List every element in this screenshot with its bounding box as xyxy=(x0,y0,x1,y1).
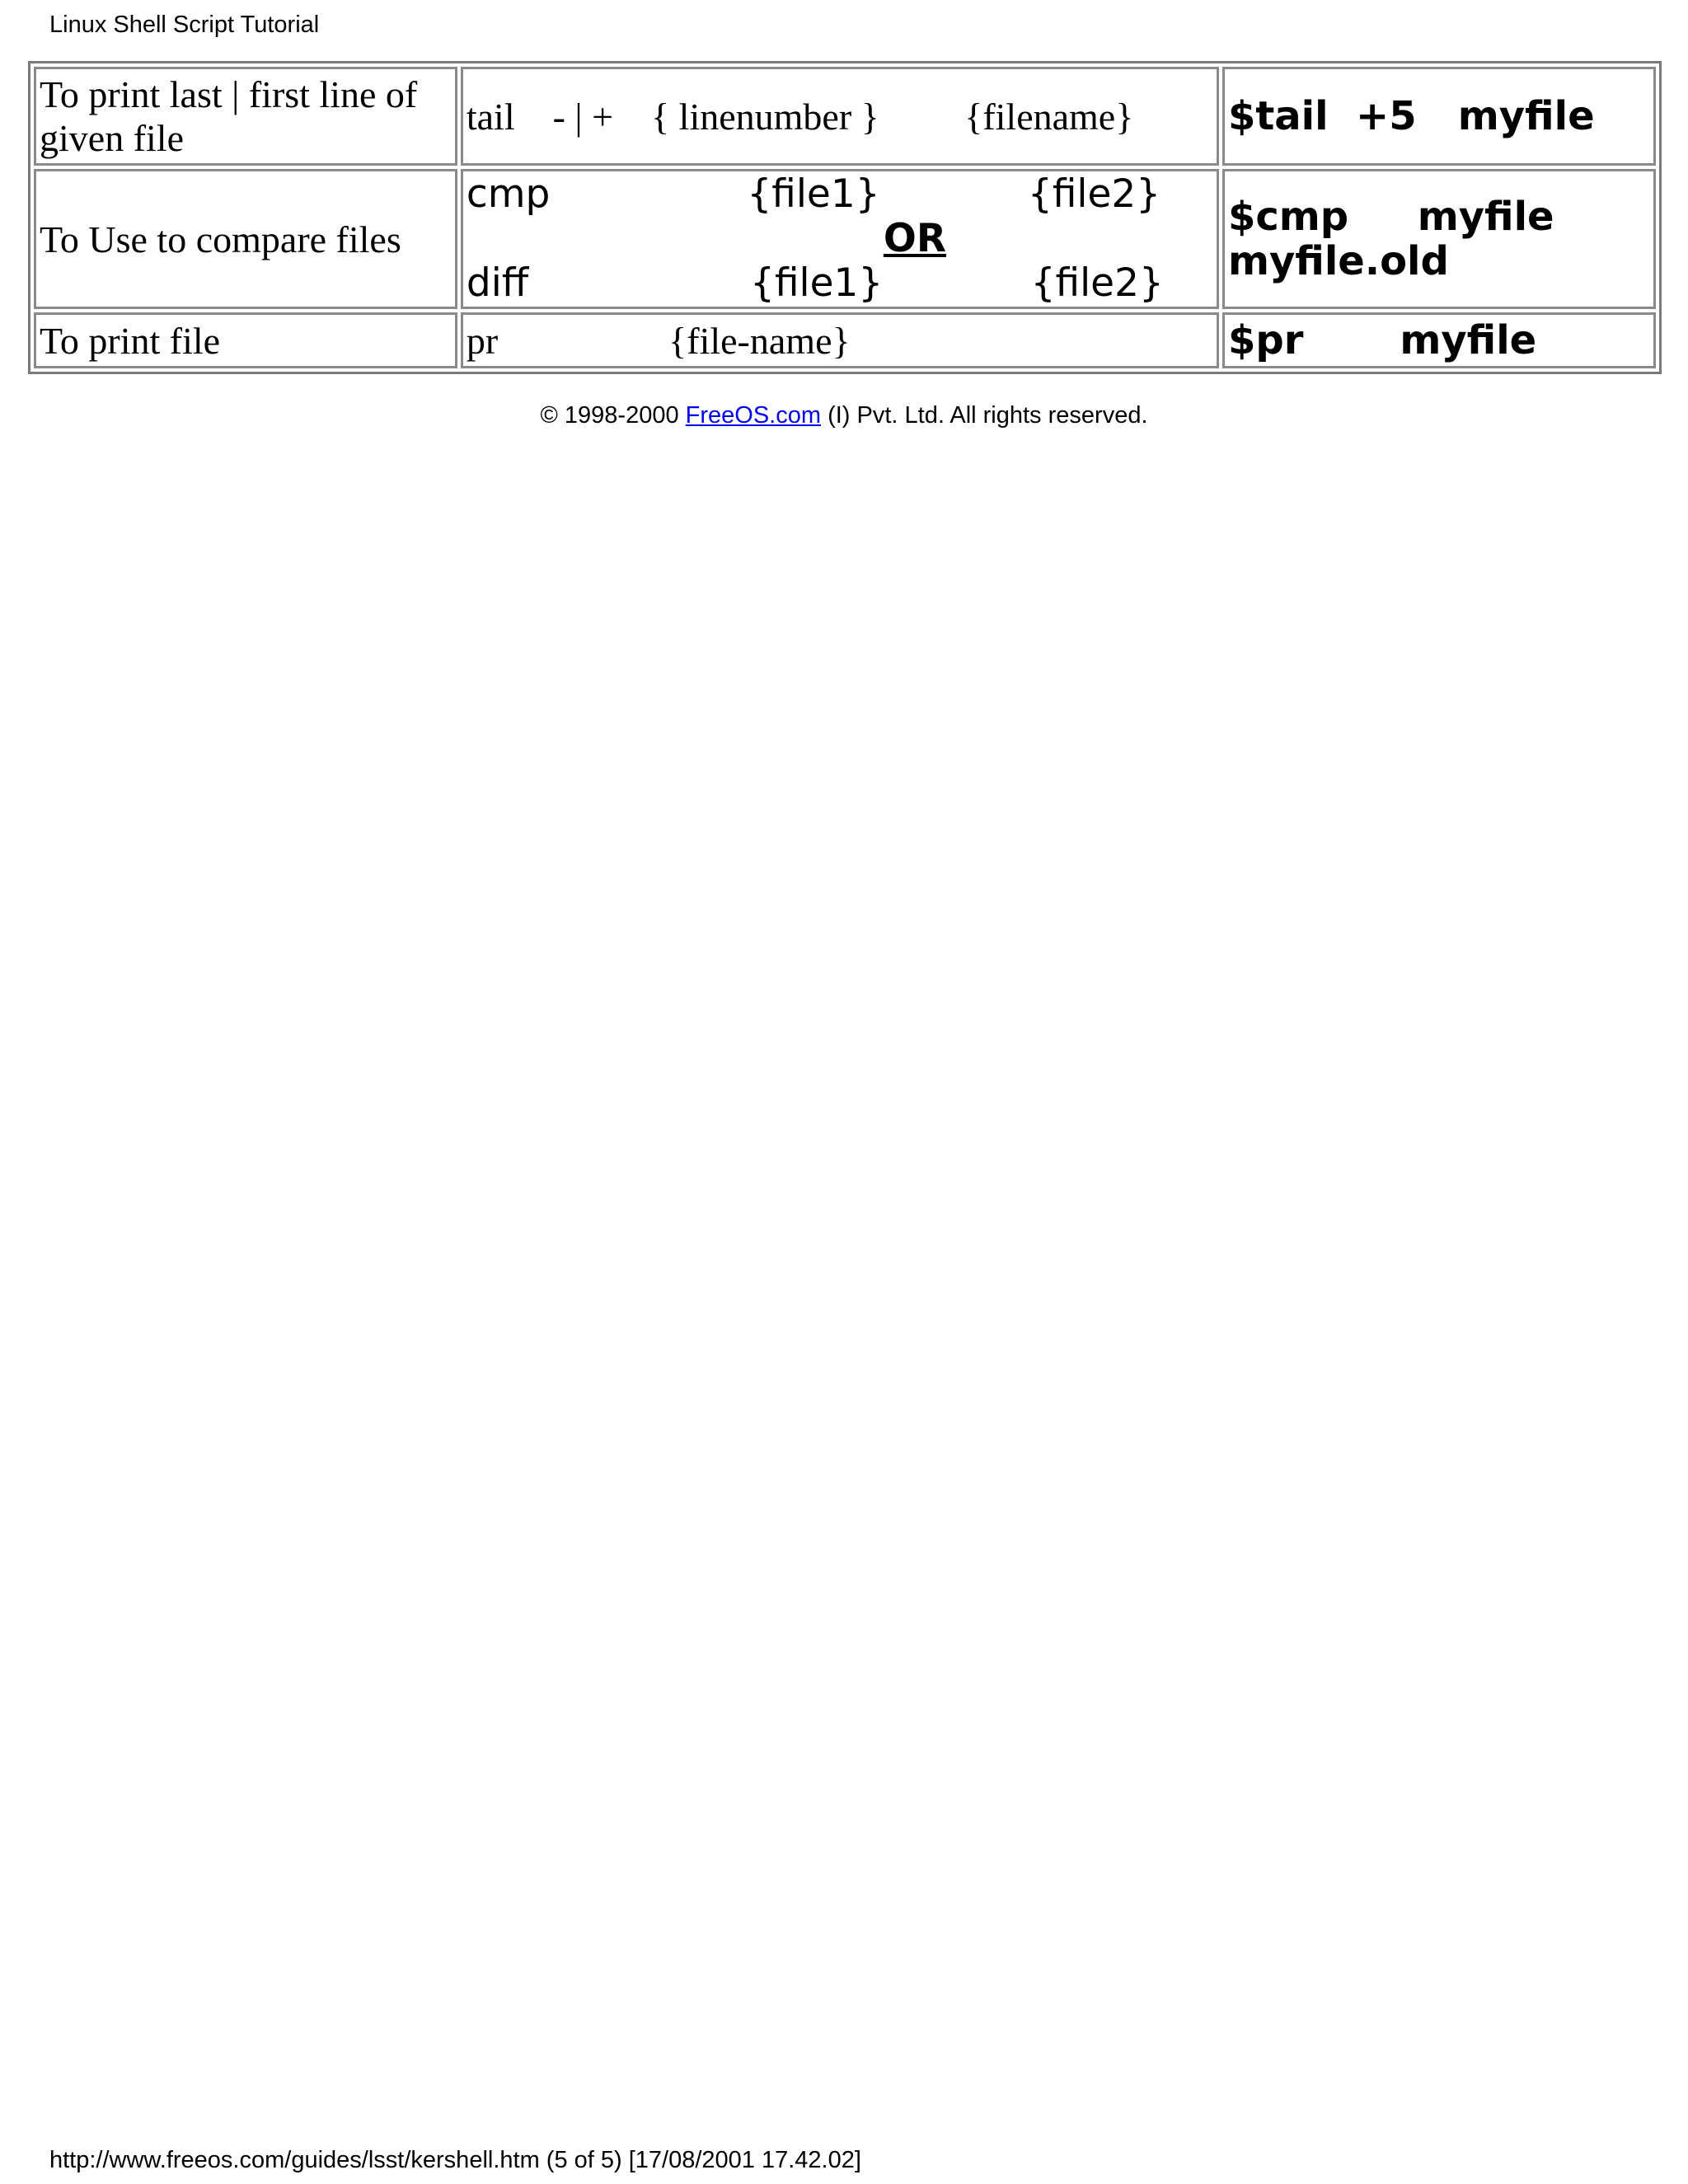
syntax-text: tail - | + { linenumber } {filename} xyxy=(466,95,1134,138)
description-cell xyxy=(34,169,457,309)
example-cell xyxy=(1222,312,1656,368)
description-cell xyxy=(34,67,457,166)
or-separator: OR xyxy=(883,216,947,261)
description-text: To print last | first line of given file xyxy=(40,73,418,159)
syntax-text-cmp: cmp {file1} {file2} xyxy=(466,171,1161,217)
table-row xyxy=(34,67,1656,166)
description-text: To print file xyxy=(40,319,221,362)
description-cell xyxy=(34,312,457,368)
example-cell xyxy=(1222,169,1656,309)
syntax-cell xyxy=(461,169,1219,309)
example-text: $tail +5 myfile xyxy=(1227,93,1595,139)
table-row xyxy=(34,169,1656,309)
page-source-url: http://www.freeos.com/guides/lsst/kershell.htm (5 of 5) [17/08/2001 17.42.02] xyxy=(49,2147,861,2173)
example-cell xyxy=(1222,67,1656,166)
copyright-prefix: © 1998-2000 xyxy=(540,402,686,429)
example-text: $cmp myfile myfile.old xyxy=(1227,194,1568,284)
description-text: To Use to compare files xyxy=(40,218,401,260)
page-header-title: Linux Shell Script Tutorial xyxy=(49,12,320,38)
copyright-notice xyxy=(0,401,1688,430)
freeos-link[interactable]: FreeOS.com xyxy=(685,402,822,429)
command-reference-table xyxy=(28,61,1662,374)
syntax-text-diff: diff {file1} {file2} xyxy=(466,260,1164,306)
syntax-cell xyxy=(461,67,1219,166)
copyright-suffix: (I) Pvt. Ltd. All rights reserved. xyxy=(821,402,1148,429)
syntax-text: pr {file-name} xyxy=(466,319,851,362)
table-row xyxy=(34,312,1656,368)
syntax-cell xyxy=(461,312,1219,368)
example-text: $pr myfile xyxy=(1227,317,1537,363)
